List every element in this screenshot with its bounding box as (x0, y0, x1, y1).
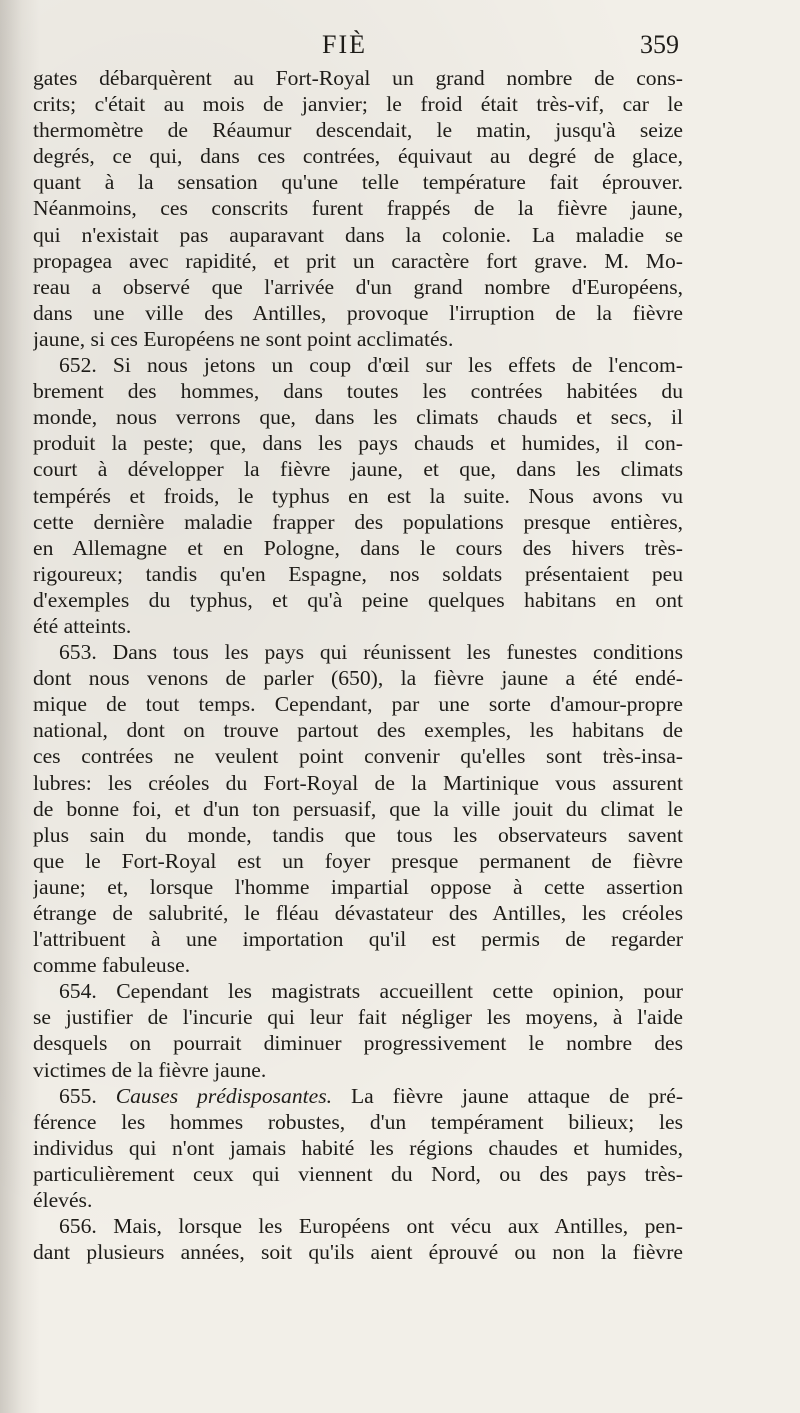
text-line: tempérés et froids, le typhus en est la suite. Nous avons vu (33, 483, 683, 508)
text-line: particulièrement ceux qui viennent du Nord, ou des pays très- (33, 1161, 683, 1186)
text-line: l'attribuent à une importation qu'il est permis de regarder (33, 927, 683, 952)
text-line: victimes de la fièvre jaune. (33, 1057, 267, 1082)
text-line: en Allemagne et en Pologne, dans le cours des hivers très- (33, 535, 683, 560)
text-line: que le Fort-Royal est un foyer presque permanent de fièvre (33, 848, 683, 873)
text-line: monde, nous verrons que, dans les climats chauds et secs, il (33, 405, 683, 430)
text-line: élevés. (33, 1188, 93, 1213)
text-line: Néanmoins, ces conscrits furent frappés de la fièvre jaune, (33, 196, 683, 221)
text-line: ces contrées ne veulent point convenir qu'elles sont très-insa- (33, 744, 683, 769)
section-heading-italic: Causes prédisposantes. (115, 1083, 333, 1108)
paragraph-656-start: 656. Mais, lorsque les Européens ont vécu aux Antilles, pen- (59, 1214, 683, 1239)
text-line: dont nous venons de parler (650), la fièvre jaune a été endé- (33, 666, 683, 691)
text-line: d'exemples du typhus, et qu'à peine quelques habitans en ont (33, 587, 683, 612)
text-line: comme fabuleuse. (33, 953, 191, 978)
text-line: cette dernière maladie frapper des populations presque entières, (33, 509, 683, 534)
page-header (0, 30, 800, 64)
text-line: se justifier de l'incurie qui leur fait négliger les moyens, à l'aide (33, 1005, 683, 1030)
text-line: plus sain du monde, tandis que tous les observateurs savent (33, 822, 683, 847)
text-line: reau a observé que l'arrivée d'un grand nombre d'Européens, (33, 274, 683, 299)
text-line: desquels on pourrait diminuer progressivement le nombre des (33, 1031, 683, 1056)
text-line: férence les hommes robustes, d'un tempérament bilieux; les (33, 1109, 683, 1134)
text-line: crits; c'était au mois de janvier; le froid était très-vif, car le (33, 92, 683, 117)
text-line: étrange de salubrité, le fléau dévastateur des Antilles, les créoles (33, 901, 683, 925)
text-line: qui n'existait pas auparavant dans la colonie. La maladie se (33, 222, 683, 247)
text-line: dant plusieurs années, soit qu'ils aient éprouvé ou non la fièvre (33, 1240, 683, 1265)
text-line: individus qui n'ont jamais habité les régions chaudes et humides, (33, 1135, 683, 1160)
text-line: rigoureux; tandis qu'en Espagne, nos soldats présentaient peu (33, 561, 683, 586)
text-line: quant à la sensation qu'une telle température fait éprouver. (33, 170, 683, 195)
paragraph-653-start: 653. Dans tous les pays qui réunissent les funestes conditions (59, 640, 683, 665)
running-head: FIÈ (322, 30, 367, 59)
text-line: lubres: les créoles du Fort-Royal de la Martinique vous assurent (33, 770, 683, 795)
text-line: jaune, si ces Européens ne sont point acclimatés. (33, 326, 454, 351)
text-line: été atteints. (33, 613, 132, 638)
paragraph-655-start: 655. Causes prédisposantes. La fièvre jaune attaque de pré- (59, 1083, 683, 1108)
page-number: 359 (640, 30, 679, 59)
text-line: degrés, ce qui, dans ces contrées, équivaut au degré de glace, (33, 144, 683, 169)
text-line: brement des hommes, dans toutes les contrées habitées du (33, 379, 683, 404)
text-line: de bonne foi, et d'un ton persuasif, que la ville jouit du climat le (33, 796, 683, 821)
text-line: national, dont on trouve partout des exemples, les habitans de (33, 718, 683, 743)
text-line: gates débarquèrent au Fort-Royal un grand nombre de cons- (33, 66, 683, 90)
text-line: court à développer la fièvre jaune, et que, dans les climats (33, 457, 683, 482)
text-line: mique de tout temps. Cependant, par une sorte d'amour-propre (33, 692, 683, 717)
body-text (33, 65, 683, 1265)
text-line: produit la peste; que, dans les pays chauds et humides, il con- (33, 431, 683, 456)
text-line: jaune; et, lorsque l'homme impartial oppose à cette assertion (33, 874, 683, 899)
text-line: thermomètre de Réaumur descendait, le matin, jusqu'à seize (33, 118, 683, 143)
text-line: propagea avec rapidité, et prit un caractère fort grave. M. Mo- (33, 248, 683, 273)
paragraph-654-start: 654. Cependant les magistrats accueillent cette opinion, pour (59, 979, 683, 1004)
paragraph-652-start: 652. Si nous jetons un coup d'œil sur les effets de l'encom- (59, 353, 683, 378)
text-line: dans une ville des Antilles, provoque l'irruption de la fièvre (33, 300, 683, 325)
